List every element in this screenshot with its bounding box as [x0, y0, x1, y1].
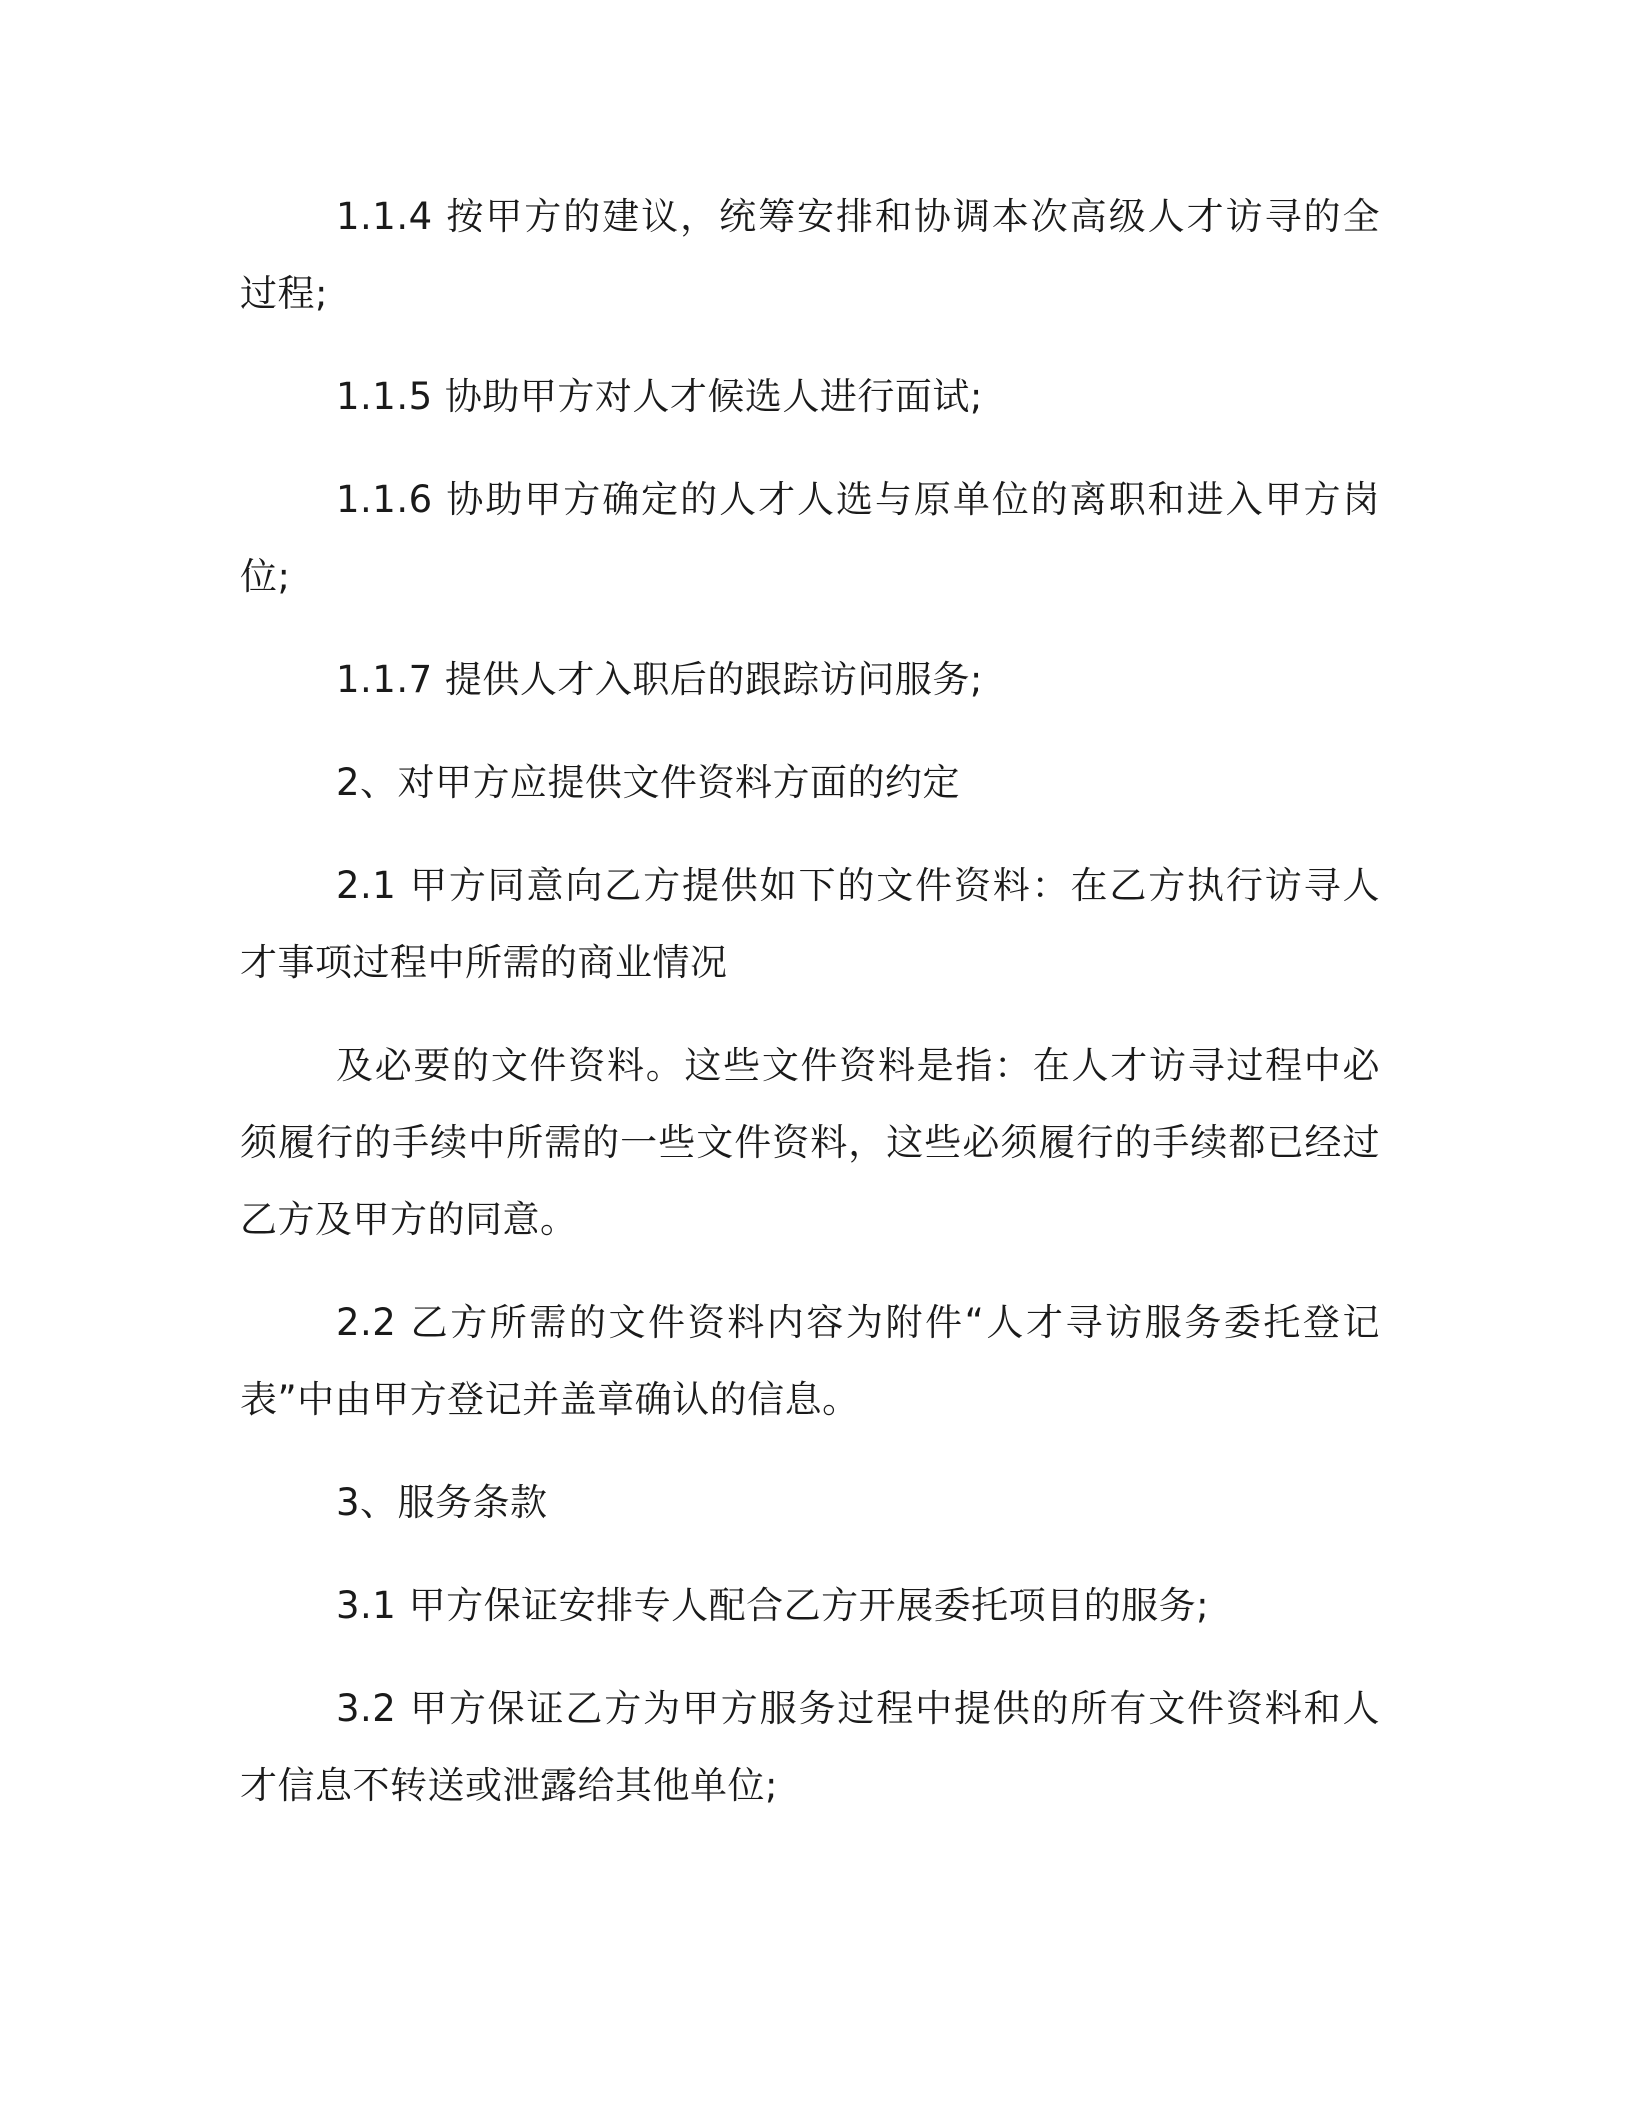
paragraph-2-1-continued: 及必要的文件资料。这些文件资料是指：在人才访寻过程中必须履行的手续中所需的一些文件资料，这些必须履行的手续都已经过乙方及甲方的同意。 — [240, 1044, 1380, 1241]
paragraph-1-1-6: 1.1.6 协助甲方确定的人才人选与原单位的离职和进入甲方岗位; — [240, 478, 1380, 598]
paragraph-1-1-7: 1.1.7 提供人才入职后的跟踪访问服务; — [336, 658, 983, 701]
paragraph-1-1-5: 1.1.5 协助甲方对人才候选人进行面试; — [336, 375, 983, 418]
paragraph-2-2: 2.2 乙方所需的文件资料内容为附件“人才寻访服务委托登记表”中由甲方登记并盖章确认的信息。 — [240, 1301, 1380, 1421]
section-heading-3: 3、服务条款 — [336, 1481, 548, 1524]
paragraph-3-2: 3.2 甲方保证乙方为甲方服务过程中提供的所有文件资料和人才信息不转送或泄露给其他单位; — [240, 1687, 1380, 1807]
paragraph-1-1-4: 1.1.4 按甲方的建议，统筹安排和协调本次高级人才访寻的全过程; — [240, 195, 1380, 315]
section-heading-2: 2、对甲方应提供文件资料方面的约定 — [336, 761, 961, 804]
paragraph-2-1: 2.1 甲方同意向乙方提供如下的文件资料：在乙方执行访寻人才事项过程中所需的商业情况 — [240, 864, 1380, 984]
paragraph-3-1: 3.1 甲方保证安排专人配合乙方开展委托项目的服务; — [336, 1584, 1210, 1627]
document-page — [240, 178, 1380, 1850]
